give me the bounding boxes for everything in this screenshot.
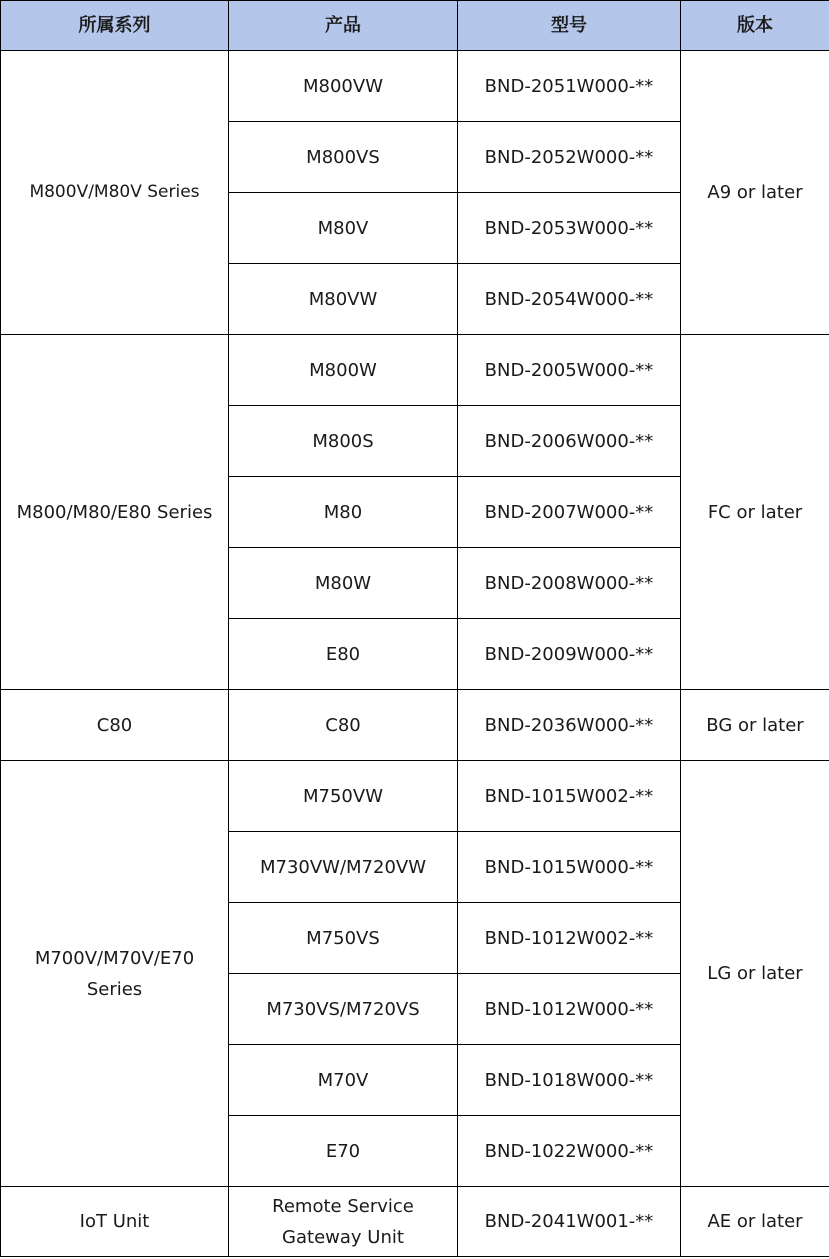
product-cell: M80V	[229, 193, 458, 264]
series-cell	[1, 761, 229, 1187]
product-cell: M750VS	[229, 903, 458, 974]
product-cell: M70V	[229, 1045, 458, 1116]
model-cell: BND-1012W002-**	[458, 903, 681, 974]
table-row	[1, 335, 829, 406]
product-cell: M80W	[229, 548, 458, 619]
product-cell: M80	[229, 477, 458, 548]
model-cell: BND-2009W000-**	[458, 619, 681, 690]
model-cell: BND-1022W000-**	[458, 1116, 681, 1187]
series-cell: M800V/M80V Series	[1, 51, 229, 335]
header-row	[1, 1, 829, 51]
product-cell: M800W	[229, 335, 458, 406]
model-cell: BND-2051W000-**	[458, 51, 681, 122]
product-cell: C80	[229, 690, 458, 761]
product-cell: M800VS	[229, 122, 458, 193]
product-line-1: Remote Service	[272, 1195, 414, 1217]
model-cell: BND-2008W000-**	[458, 548, 681, 619]
version-cell: BG or later	[681, 690, 829, 761]
model-cell: BND-2041W001-**	[458, 1187, 681, 1257]
table-row	[1, 1187, 829, 1257]
product-cell	[229, 1187, 458, 1257]
product-cell: M800S	[229, 406, 458, 477]
series-cell: M800/M80/E80 Series	[1, 335, 229, 690]
version-cell: FC or later	[681, 335, 829, 690]
header-product: 产品	[229, 1, 458, 51]
model-cell: BND-1015W000-**	[458, 832, 681, 903]
series-cell: IoT Unit	[1, 1187, 229, 1257]
table-row	[1, 690, 829, 761]
model-cell: BND-2052W000-**	[458, 122, 681, 193]
version-cell: A9 or later	[681, 51, 829, 335]
product-cell: M730VS/M720VS	[229, 974, 458, 1045]
header-version: 版本	[681, 1, 829, 51]
model-cell: BND-1015W002-**	[458, 761, 681, 832]
version-cell: LG or later	[681, 761, 829, 1187]
version-cell: AE or later	[681, 1187, 829, 1257]
series-cell: C80	[1, 690, 229, 761]
model-cell: BND-2036W000-**	[458, 690, 681, 761]
table-row	[1, 51, 829, 122]
product-cell: E70	[229, 1116, 458, 1187]
model-cell: BND-2005W000-**	[458, 335, 681, 406]
product-cell: M80VW	[229, 264, 458, 335]
product-cell: M750VW	[229, 761, 458, 832]
series-line-1: M700V/M70V/E70	[34, 947, 195, 969]
model-cell: BND-2053W000-**	[458, 193, 681, 264]
model-cell: BND-2054W000-**	[458, 264, 681, 335]
product-cell: E80	[229, 619, 458, 690]
header-series: 所属系列	[1, 1, 229, 51]
table-row	[1, 761, 829, 832]
model-cell: BND-1018W000-**	[458, 1045, 681, 1116]
product-cell: M800VW	[229, 51, 458, 122]
header-model: 型号	[458, 1, 681, 51]
model-cell: BND-1012W000-**	[458, 974, 681, 1045]
product-line-2: Gateway Unit	[282, 1226, 404, 1248]
product-cell: M730VW/M720VW	[229, 832, 458, 903]
model-cell: BND-2007W000-**	[458, 477, 681, 548]
series-line-2: Series	[86, 978, 143, 1000]
model-cell: BND-2006W000-**	[458, 406, 681, 477]
